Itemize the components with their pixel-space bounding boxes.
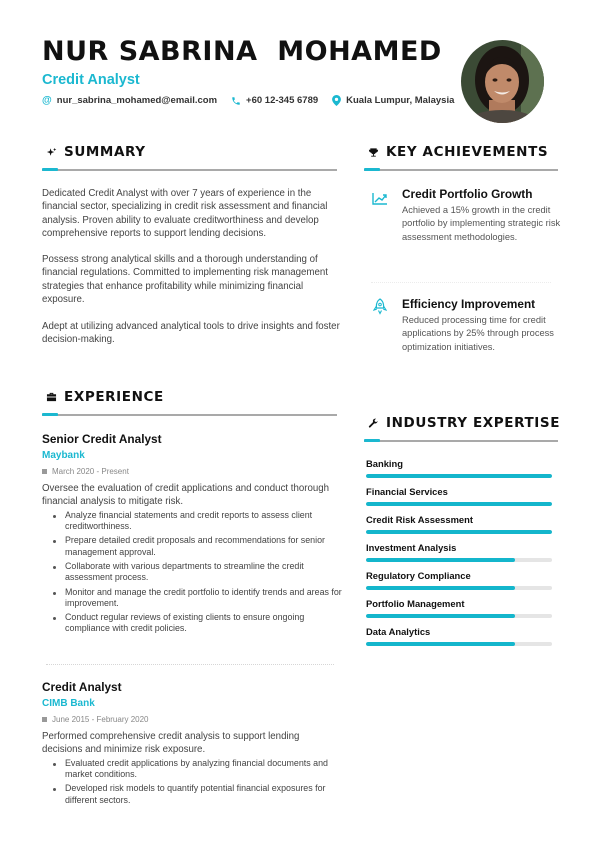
job-bullets (42, 510, 342, 635)
skill-item (366, 458, 552, 478)
job-bullet: Developed risk models to quantify potential financial exposures for different sectors. (65, 783, 342, 806)
job-company: CIMB Bank (42, 698, 95, 709)
skill-bar-fill (366, 642, 515, 646)
skill-bar-fill (366, 558, 515, 562)
calendar-icon (42, 469, 47, 474)
skill-item (366, 626, 552, 646)
summary-paragraph-1: Dedicated Credit Analyst with over 7 years of experience in the financial sector, specializing in credit risk assessment and financial analysis. Proven ability to evaluate creditworthiness and develop comprehensive reports to support lending decisions. (42, 188, 328, 240)
briefcase-icon (44, 392, 58, 402)
job-bullet: Analyze financial statements and credit reports to assess client creditworthiness. (65, 510, 342, 533)
expertise-title: INDUSTRY EXPERTISE (386, 415, 561, 431)
phone-text: +60 12-345 6789 (246, 95, 319, 106)
candidate-role: Credit Analyst (42, 72, 140, 88)
experience-title: EXPERIENCE (64, 389, 164, 405)
job-separator (46, 664, 334, 665)
profile-photo-illustration (461, 40, 544, 123)
wrench-icon (366, 418, 380, 429)
skill-bar (366, 474, 552, 478)
email-text: nur_sabrina_mohamed@email.com (56, 95, 218, 106)
expertise-heading (366, 415, 560, 431)
profile-photo (461, 40, 544, 123)
trend-chart-icon (372, 192, 388, 210)
summary-heading (44, 144, 146, 160)
job-dates (42, 467, 342, 476)
summary-paragraph-3: Adept at utilizing advanced analytical tools to drive insights and foster decision-making. (42, 321, 340, 346)
skill-bar-fill (366, 474, 552, 478)
job-title: Credit Analyst (42, 680, 122, 694)
job-entry (42, 680, 342, 809)
experience-divider (42, 414, 337, 416)
job-bullet: Monitor and manage the credit portfolio to identify trends and areas for improvement. (65, 586, 342, 608)
achievements-title: KEY ACHIEVEMENTS (386, 144, 549, 160)
rocket-icon (373, 298, 387, 320)
achievement-title: Credit Portfolio Growth (402, 187, 533, 201)
contact-phone[interactable] (231, 95, 318, 106)
calendar-icon (42, 717, 47, 722)
experience-heading (44, 389, 164, 405)
job-company: Maybank (42, 450, 85, 461)
summary-title: SUMMARY (64, 144, 146, 160)
skill-label: Data Analytics (366, 626, 431, 637)
divider-accent (42, 413, 58, 416)
contact-email[interactable] (42, 95, 217, 106)
achievement-title: Efficiency Improvement (402, 297, 536, 311)
skill-bar (366, 502, 552, 506)
skill-label: Investment Analysis (366, 542, 457, 553)
skill-item (366, 514, 552, 534)
skill-label: Portfolio Management (366, 598, 465, 609)
phone-icon (231, 96, 241, 106)
skill-bar (366, 614, 552, 618)
location-text: Kuala Lumpur, Malaysia (346, 95, 455, 106)
skill-item (366, 570, 552, 590)
skill-bar-fill (366, 614, 515, 618)
location-pin-icon (332, 95, 341, 106)
skill-bar-fill (366, 502, 552, 506)
skill-bar (366, 530, 552, 534)
achievement-separator (371, 282, 551, 283)
job-description: Oversee the evaluation of credit applications and conduct thorough financial analysis to mitigate risk. (42, 483, 330, 508)
skill-item (366, 486, 552, 506)
skill-bar (366, 642, 552, 646)
at-icon: @ (42, 95, 52, 106)
summary-paragraph-2: Possess strong analytical skills and a thorough understanding of financial regulations. Committed to implementing risk management strategies that enhance profitability while minimizing financial exposure. (42, 254, 328, 306)
job-title: Senior Credit Analyst (42, 432, 162, 446)
achievements-divider (364, 169, 558, 171)
job-bullet: Evaluated credit applications by analyzing financial documents and market conditions. (65, 758, 342, 781)
job-bullet: Prepare detailed credit proposals and recommendations for senior management approval. (65, 535, 342, 558)
divider-accent (364, 168, 380, 171)
skill-label: Regulatory Compliance (366, 570, 471, 581)
job-description: Performed comprehensive credit analysis to support lending decisions and minimize risk exposure. (42, 731, 300, 756)
skill-item (366, 542, 552, 562)
candidate-name: NUR SABRINA MOHAMED (42, 36, 442, 67)
contact-location (332, 95, 454, 106)
job-dates-text: March 2020 - Present (52, 467, 129, 476)
skill-label: Credit Risk Assessment (366, 514, 473, 525)
skill-bar (366, 586, 552, 590)
job-bullet: Collaborate with various departments to streamline the credit assessment process. (65, 561, 342, 584)
job-dates (42, 715, 342, 724)
sparkle-icon (44, 147, 58, 158)
job-bullet: Conduct regular reviews of existing clients to ensure ongoing compliance with credit policies. (65, 612, 342, 635)
contact-bar (42, 95, 468, 106)
job-entry (42, 432, 342, 638)
skill-bar (366, 558, 552, 562)
achievement-description: Reduced processing time for credit applications by 25% through process optimization initiatives. (402, 315, 554, 352)
job-dates-text: June 2015 - February 2020 (52, 715, 149, 724)
skill-bar-fill (366, 530, 552, 534)
trophy-icon (366, 147, 380, 158)
achievement-item (402, 297, 562, 354)
achievement-item (402, 187, 562, 244)
skill-bar-fill (366, 586, 515, 590)
divider-accent (42, 168, 58, 171)
summary-divider (42, 169, 337, 171)
job-bullets (42, 758, 342, 806)
divider-accent (364, 439, 380, 442)
expertise-divider (364, 440, 558, 442)
skill-label: Financial Services (366, 486, 448, 497)
skill-label: Banking (366, 458, 403, 469)
achievement-description: Achieved a 15% growth in the credit portfolio by implementing strategic risk assessment methodologies. (402, 205, 561, 242)
skill-item (366, 598, 552, 618)
achievements-heading (366, 144, 548, 160)
